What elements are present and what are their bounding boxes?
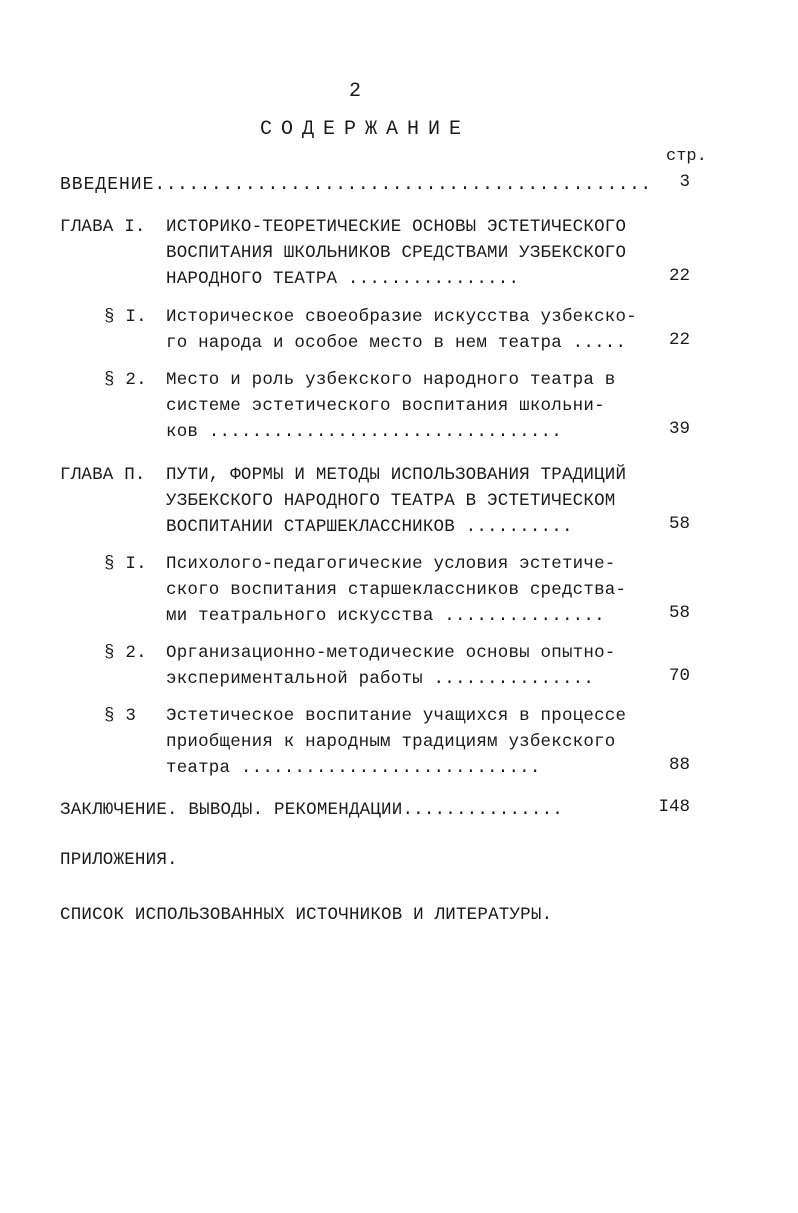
chapter2-section1-label: § I.	[104, 554, 147, 574]
toc-entry-conclusion: ЗАКЛЮЧЕНИЕ. ВЫВОДЫ. РЕКОМЕНДАЦИИ...............	[60, 800, 563, 820]
chapter2-section3-label: § 3	[104, 706, 137, 726]
chapter2-section2-label: § 2.	[104, 643, 147, 663]
chapter2-page: 58	[668, 514, 690, 534]
chapter1-section1-line-1: Историческое своеобразие искусства узбекско-	[166, 307, 637, 327]
chapter2-section1-line-1: Психолого-педагогические условия эстетиче-	[166, 554, 616, 574]
chapter1-label: ГЛАВА I.	[60, 217, 146, 237]
chapter1-section2-line-3: ков .................................	[166, 422, 562, 442]
toc-entry-introduction	[60, 172, 652, 198]
toc-entry-appendices: ПРИЛОЖЕНИЯ.	[60, 850, 178, 870]
chapter1-section2-page: 39	[668, 419, 690, 439]
introduction-label: ВВЕДЕНИЕ	[60, 175, 155, 195]
chapter2-section1-page: 58	[668, 603, 690, 623]
page-column-label: стр.	[666, 147, 707, 166]
chapter2-title-line-1: ПУТИ, ФОРМЫ И МЕТОДЫ ИСПОЛЬЗОВАНИЯ ТРАДИЦИЙ	[166, 465, 627, 485]
chapter2-section3-page: 88	[668, 755, 690, 775]
conclusion-page: I48	[658, 797, 690, 817]
chapter1-section2-line-2: системе эстетического воспитания школьни-	[166, 396, 605, 416]
chapter2-section2-line-2: экспериментальной работы ...............	[166, 669, 595, 689]
chapter1-title-line-1: ИСТОРИКО-ТЕОРЕТИЧЕСКИЕ ОСНОВЫ ЭСТЕТИЧЕСКОГО	[166, 217, 627, 237]
chapter1-section2-label: § 2.	[104, 370, 147, 390]
chapter1-section1-page: 22	[668, 330, 690, 350]
chapter2-section2-page: 70	[668, 666, 690, 686]
introduction-page: 3	[679, 172, 690, 192]
page-title: СОДЕРЖАНИЕ	[259, 118, 471, 141]
chapter2-section1-line-3: ми театрального искусства ...............	[166, 606, 605, 626]
chapter2-title-line-3: ВОСПИТАНИИ СТАРШЕКЛАССНИКОВ ..........	[166, 517, 573, 537]
chapter2-section1-line-2: ского воспитания старшеклассников средства-	[166, 580, 627, 600]
chapter2-section3-line-1: Эстетическое воспитание учащихся в процессе	[166, 706, 627, 726]
chapter1-title-line-2: ВОСПИТАНИЯ ШКОЛЬНИКОВ СРЕДСТВАМИ УЗБЕКСКОГО	[166, 243, 627, 263]
chapter2-section3-line-3: театра ............................	[166, 758, 541, 778]
page-number: 2	[348, 80, 361, 103]
chapter1-section2-line-1: Место и роль узбекского народного театра в	[166, 370, 616, 390]
chapter1-title-line-3: НАРОДНОГО ТЕАТРА ................	[166, 269, 520, 289]
chapter2-section2-line-1: Организационно-методические основы опытно-	[166, 643, 616, 663]
chapter1-section1-line-2: го народа и особое место в нем театра .....	[166, 333, 627, 353]
chapter1-section1-label: § I.	[104, 307, 147, 327]
introduction-dots: ............................................	[154, 175, 652, 195]
chapter2-section3-line-2: приобщения к народным традициям узбекского	[166, 732, 616, 752]
chapter2-title-line-2: УЗБЕКСКОГО НАРОДНОГО ТЕАТРА В ЭСТЕТИЧЕСКОМ	[166, 491, 616, 511]
chapter2-label: ГЛАВА П.	[60, 465, 146, 485]
chapter1-page: 22	[668, 266, 690, 286]
toc-entry-bibliography: СПИСОК ИСПОЛЬЗОВАННЫХ ИСТОЧНИКОВ И ЛИТЕРАТУРЫ.	[60, 905, 553, 925]
